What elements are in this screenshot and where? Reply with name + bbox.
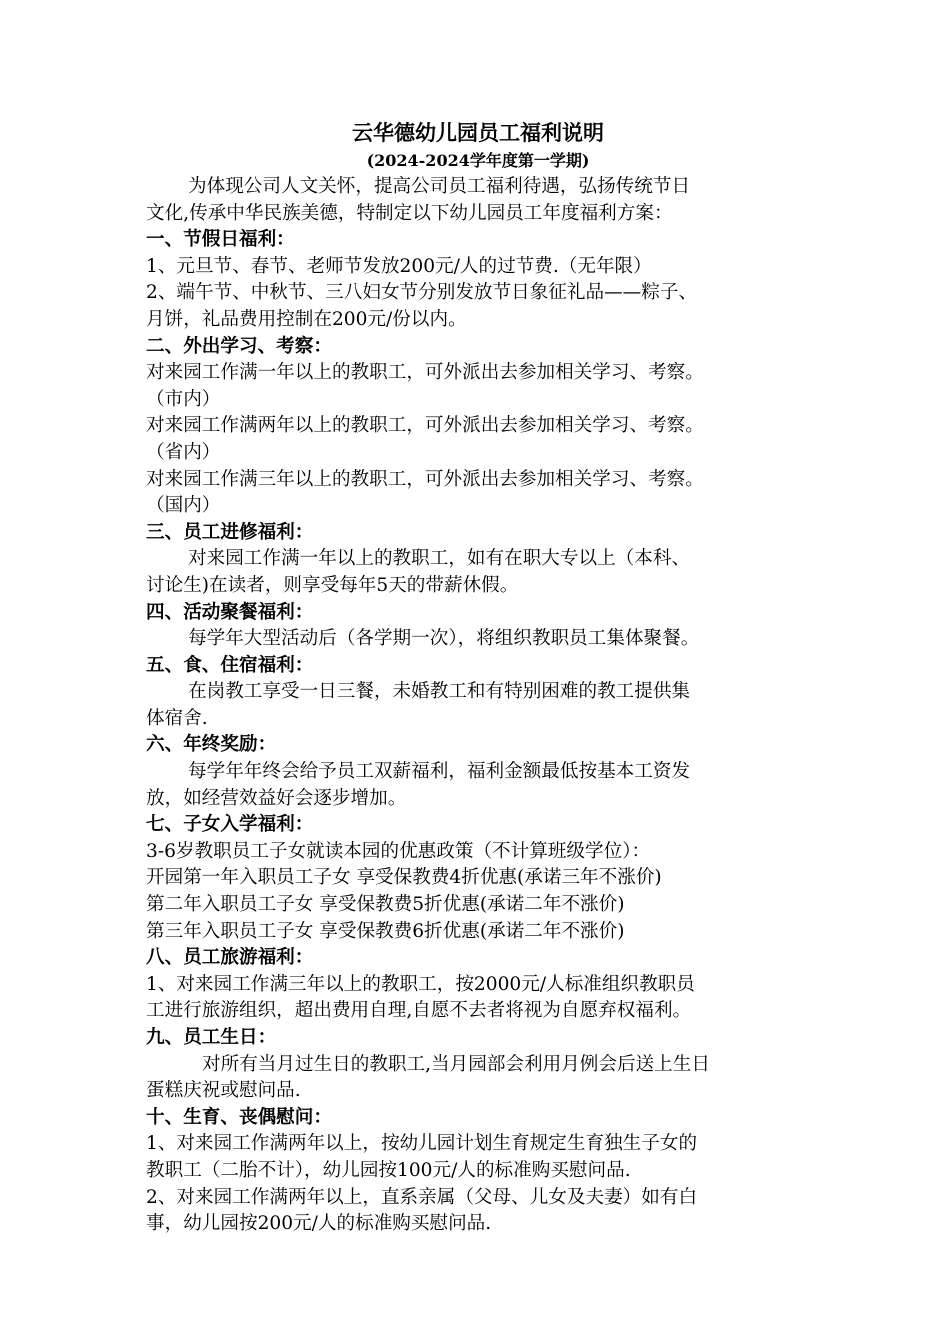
document-title: 云华德幼儿园员工福利说明: [352, 120, 604, 145]
body-text-line: 每学年年终会给予员工双薪福利，福利金额最低按基本工资发: [188, 761, 691, 783]
section-heading: 五、食、住宿福利：: [146, 654, 314, 676]
body-text-line: 体宿舍.: [146, 707, 208, 729]
body-text-line: 1、对来园工作满三年以上的教职工，按2000元/人标准组织教职员: [146, 973, 695, 995]
body-text-line: 讨论生)在读者，则享受每年5天的带薪休假。: [146, 574, 519, 596]
section-heading: 九、员工生日：: [146, 1027, 277, 1048]
section-heading: 七、子女入学福利：: [146, 814, 314, 836]
section-heading: 十、生育、丧偶慰问：: [146, 1106, 332, 1128]
section-heading: 二、外出学习、考察：: [146, 335, 332, 357]
document-body: [146, 174, 810, 1238]
section-heading: 八、员工旅游福利：: [146, 947, 314, 969]
body-text-line: 对来园工作满三年以上的教职工，可外派出去参加相关学习、考察。: [146, 468, 704, 490]
body-text-line: 第二年入职员工子女 享受保教费5折优惠(承诺二年不涨价): [146, 894, 625, 916]
body-text-line: 2、对来园工作满两年以上，直系亲属（父母、儿女及夫妻）如有白: [146, 1186, 698, 1208]
body-text-line: （市内）: [146, 388, 221, 410]
body-text-line: 工进行旅游组织，超出费用自理,自愿不去者将视为自愿弃权福利。: [146, 1000, 692, 1022]
body-text-line: （省内）: [146, 441, 221, 463]
body-text-line: 1、对来园工作满两年以上，按幼儿园计划生育规定生育独生子女的: [146, 1133, 698, 1155]
document-page: [146, 118, 810, 1238]
section-heading: 一、节假日福利：: [146, 229, 295, 251]
body-text-line: 对来园工作满一年以上的教职工，可外派出去参加相关学习、考察。: [146, 362, 704, 384]
body-text-line: 3-6岁教职员工子女就读本园的优惠政策（不计算班级学位）：: [146, 840, 651, 862]
body-text-line: 2、端午节、中秋节、三八妇女节分别发放节日象征礼品——粽子、: [146, 282, 698, 304]
body-text-line: 放，如经营效益好会逐步增加。: [146, 787, 407, 809]
body-text-line: 第三年入职员工子女 享受保教费6折优惠(承诺二年不涨价): [146, 920, 625, 942]
section-heading: 三、员工进修福利：: [146, 521, 314, 543]
body-text-line: 对所有当月过生日的教职工,当月园部会利用月例会后送上生日: [202, 1053, 710, 1075]
body-text-line: （国内）: [146, 495, 221, 517]
body-text-line: 每学年大型活动后（各学期一次），将组织教职员工集体聚餐。: [188, 628, 700, 650]
body-text-line: 开园第一年入职员工子女 享受保教费4折优惠(承诺三年不涨价): [146, 867, 662, 889]
section-heading: 四、活动聚餐福利：: [146, 601, 314, 623]
body-text-line: 教职工（二胎不计），幼儿园按100元/人的标准购买慰问品.: [146, 1159, 631, 1181]
body-text-line: 为体现公司人文关怀，提高公司员工福利待遇，弘扬传统节日: [188, 176, 691, 197]
body-text-line: 蛋糕庆祝或慰问品.: [146, 1080, 301, 1102]
body-text-line: 对来园工作满两年以上的教职工，可外派出去参加相关学习、考察。: [146, 415, 704, 437]
body-text-line: 在岗教工享受一日三餐，未婚教工和有特别困难的教工提供集: [188, 681, 691, 703]
body-text-line: 月饼，礼品费用控制在200元/份以内。: [146, 308, 467, 330]
body-text-line: 事，幼儿园按200元/人的标准购买慰问品.: [146, 1213, 492, 1235]
body-text-line: 对来园工作满一年以上的教职工，如有在职大专以上（本科、: [188, 548, 691, 570]
section-heading: 六、年终奖励：: [146, 734, 277, 756]
document-subtitle: (2024-2024学年度第一学期): [366, 151, 590, 170]
body-text-line: 文化,传承中华民族美德，特制定以下幼儿园员工年度福利方案：: [146, 202, 673, 224]
body-text-line: 1、元旦节、春节、老师节发放200元/人的过节费.（无年限）: [146, 255, 652, 277]
